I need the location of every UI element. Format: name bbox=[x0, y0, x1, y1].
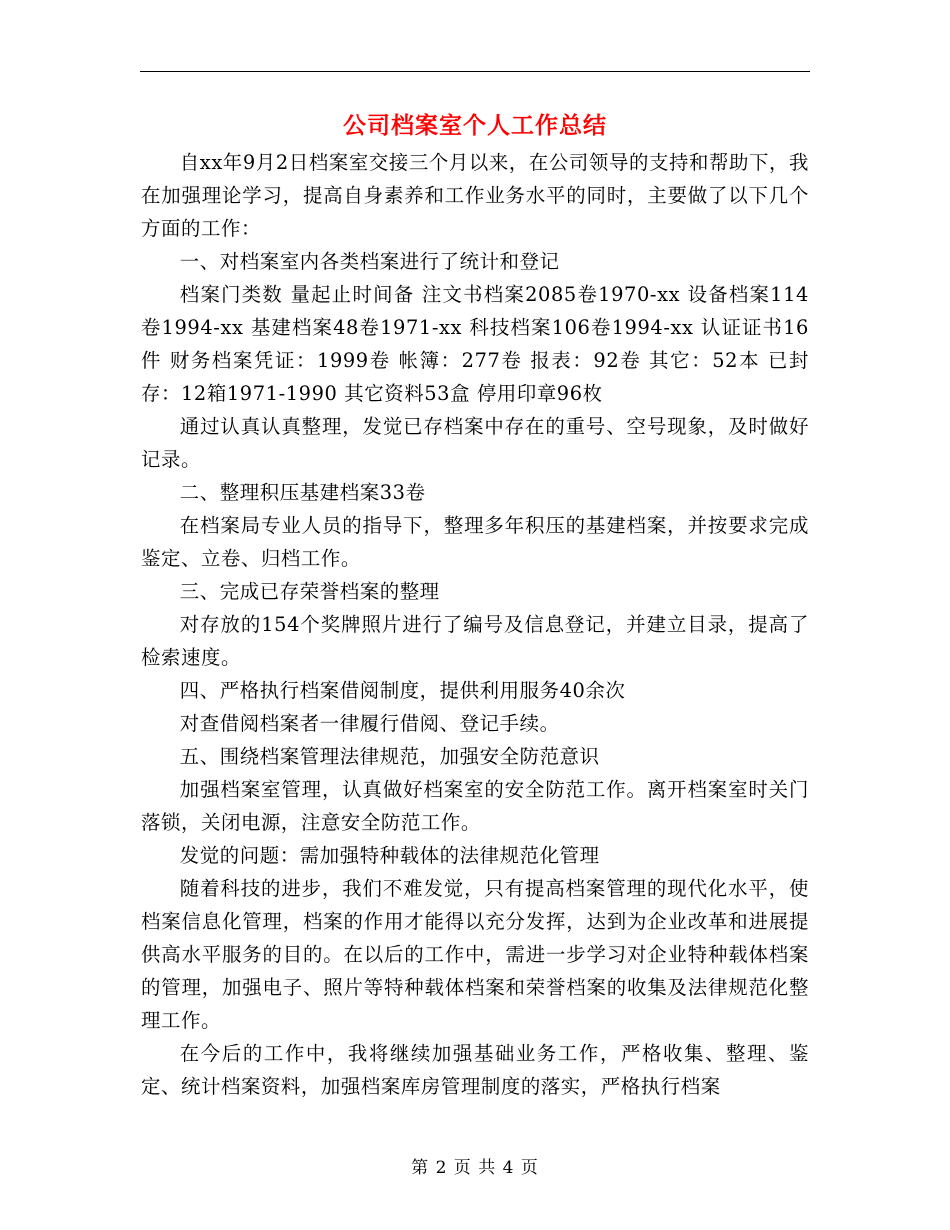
section-heading: 一、对档案室内各类档案进行了统计和登记 bbox=[179, 250, 560, 273]
header-rule bbox=[140, 71, 810, 72]
paragraph: 通过认真认真整理，发觉已存档案中存在的重号、空号现象，及时做好记录。 bbox=[141, 415, 809, 471]
paragraph: 在今后的工作中，我将继续加强基础业务工作，严格收集、整理、鉴定、统计档案资料，加强档案库房管理制度的落实，严格执行档案 bbox=[141, 1042, 809, 1098]
document-body bbox=[141, 146, 809, 1103]
paragraph: 随着科技的进步，我们不难发觉，只有提高档案管理的现代化水平，使档案信息化管理，档案的作用才能得以充分发挥，达到为企业改革和进展提供高水平服务的目的。在以后的工作中，需进一步学习对企业特种载体档案的管理，加强电子、照片等特种载体档案和荣誉档案的收集及法律规范化整理工作。 bbox=[141, 877, 809, 1032]
paragraph: 档案门类数 量起止时间备 注文书档案2085卷1970-xx 设备档案114卷1994-xx 基建档案48卷1971-xx 科技档案106卷1994-xx 认证证书16件 财务档案凭证：1999卷 帐簿：277卷 报表：92卷 其它：52本 已封存：12箱1971-1990 其它资料53盒 停用印章96枚 bbox=[141, 283, 809, 405]
paragraph: 自xx年9月2日档案室交接三个月以来，在公司领导的支持和帮助下，我在加强理论学习，提高自身素养和工作业务水平的同时，主要做了以下几个方面的工作： bbox=[141, 151, 809, 240]
section-heading: 四、严格执行档案借阅制度，提供利用服务40余次 bbox=[179, 679, 626, 702]
paragraph: 加强档案室管理，认真做好档案室的安全防范工作。离开档案室时关门落锁，关闭电源，注意安全防范工作。 bbox=[141, 778, 809, 834]
paragraph: 在档案局专业人员的指导下，整理多年积压的基建档案，并按要求完成鉴定、立卷、归档工作。 bbox=[141, 514, 809, 570]
paragraph: 对查借阅档案者一律履行借阅、登记手续。 bbox=[179, 712, 560, 735]
section-heading: 发觉的问题：需加强特种载体的法律规范化管理 bbox=[179, 844, 600, 867]
paragraph: 对存放的154个奖牌照片进行了编号及信息登记，并建立目录，提高了检索速度。 bbox=[141, 613, 809, 669]
section-heading: 二、整理积压基建档案33卷 bbox=[179, 481, 426, 504]
page-footer: 第 2 页 共 4 页 bbox=[411, 1158, 539, 1178]
section-heading: 五、围绕档案管理法律规范，加强安全防范意识 bbox=[179, 745, 600, 768]
section-heading: 三、完成已存荣誉档案的整理 bbox=[179, 580, 440, 603]
document-title: 公司档案室个人工作总结 bbox=[343, 113, 607, 139]
